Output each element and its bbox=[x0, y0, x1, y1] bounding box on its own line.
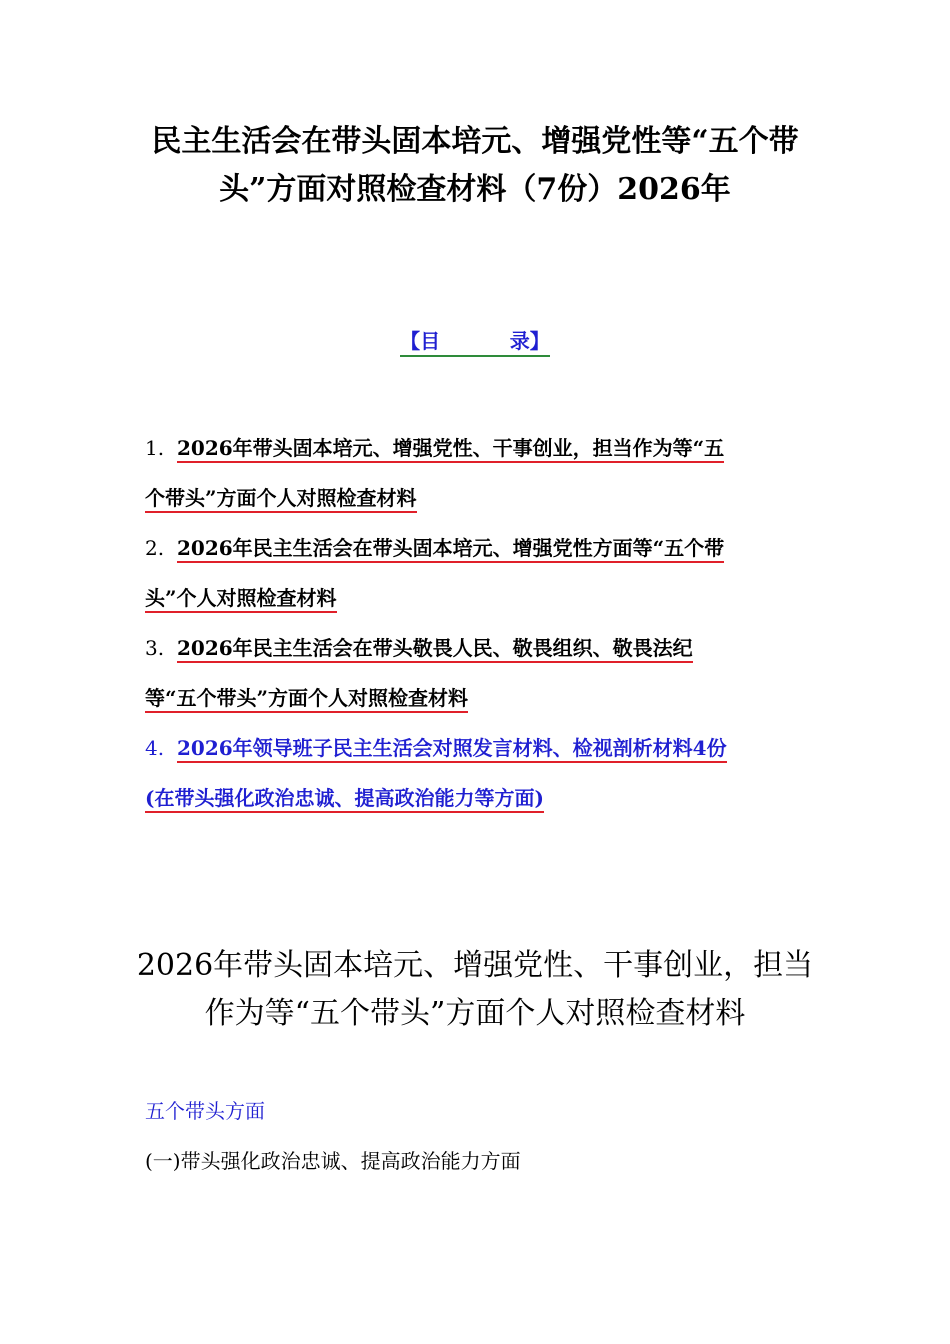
toc-item-number: 3. bbox=[145, 636, 165, 660]
table-of-contents bbox=[145, 423, 795, 823]
toc-item-number: 4. bbox=[145, 736, 165, 760]
toc-link-line-1[interactable]: 2026年民主生活会在带头固本培元、增强党性方面等“五个带 bbox=[177, 536, 724, 563]
toc-link-line-1[interactable]: 2026年领导班子民主生活会对照发言材料、检视剖析材料4份 bbox=[177, 736, 727, 763]
section-title bbox=[120, 942, 830, 1038]
document-title-line-1: 民主生活会在带头固本培元、增强党性等“五个带 bbox=[151, 124, 799, 159]
toc-heading-label[interactable]: 【目 录】 bbox=[400, 327, 550, 357]
toc-item-1[interactable] bbox=[145, 423, 795, 523]
toc-link-line-1[interactable]: 2026年带头固本培元、增强党性、干事创业，担当作为等“五 bbox=[177, 436, 724, 463]
toc-item-4[interactable] bbox=[145, 723, 795, 823]
toc-link-line-1[interactable]: 2026年民主生活会在带头敬畏人民、敬畏组织、敬畏法纪 bbox=[177, 636, 693, 663]
section-subheading: 五个带头方面 bbox=[145, 1099, 265, 1123]
toc-item-number: 1. bbox=[145, 436, 165, 460]
toc-item-number: 2. bbox=[145, 536, 165, 560]
toc-heading[interactable] bbox=[0, 327, 950, 357]
toc-link-line-2[interactable]: (在带头强化政治忠诚、提高政治能力等方面) bbox=[145, 786, 544, 813]
document-title-line-2: 头”方面对照检查材料（7份）2026年 bbox=[219, 172, 731, 207]
toc-item-3[interactable] bbox=[145, 623, 795, 723]
section-title-line-1: 2026年带头固本培元、增强党性、干事创业，担当 bbox=[136, 948, 814, 983]
section-title-line-2: 作为等“五个带头”方面个人对照检查材料 bbox=[204, 996, 746, 1031]
toc-link-line-2[interactable]: 个带头”方面个人对照检查材料 bbox=[145, 486, 417, 513]
document-title bbox=[120, 118, 830, 214]
toc-link-line-2[interactable]: 等“五个带头”方面个人对照检查材料 bbox=[145, 686, 468, 713]
toc-item-2[interactable] bbox=[145, 523, 795, 623]
toc-link-line-2[interactable]: 头”个人对照检查材料 bbox=[145, 586, 337, 613]
section-paragraph: (一)带头强化政治忠诚、提高政治能力方面 bbox=[145, 1149, 521, 1173]
